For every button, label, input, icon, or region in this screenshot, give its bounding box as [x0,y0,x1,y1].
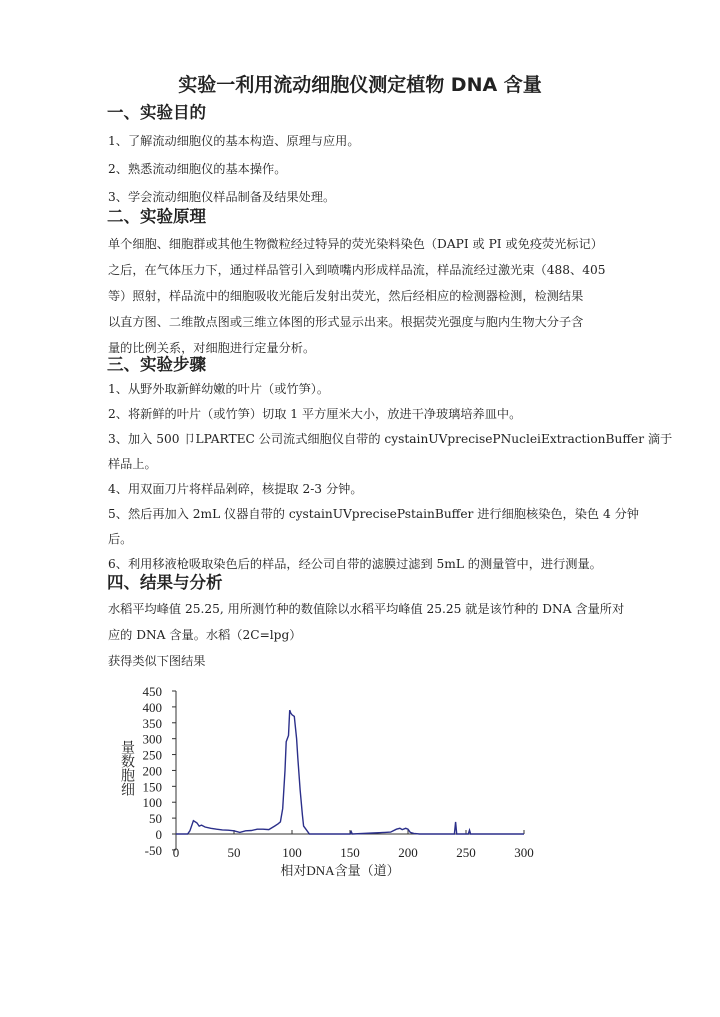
text-line: 获得类似下图结果 [108,654,206,668]
x-tick-label: 250 [456,845,476,860]
chart-axes [172,691,524,850]
y-tick-label: 250 [142,747,162,763]
y-tick-label: 300 [142,731,162,747]
text-line: 5、然后再加入 2mL 仪器自带的 cystainUVprecisePstainBuffer 进行细胞核染色，染色 4 分钟 [108,507,639,521]
text-line: 量的比例关系，对细胞进行定量分析。 [108,341,316,355]
text-line: 1、了解流动细胞仪的基本构造、原理与应用。 [108,134,360,148]
section-heading-principle: 二、实验原理 [107,207,206,226]
x-tick-label: 50 [227,845,241,860]
x-axis-label: 相对DNA含量（道） [280,863,400,878]
text-line: 后。 [108,532,133,546]
y-tick-label: 0 [155,827,162,842]
y-tick-label: 350 [142,715,162,731]
y-tick-label: 150 [142,779,162,795]
x-tick-label: 100 [282,845,302,860]
x-tick-label: 0 [172,845,180,860]
text-line: 之后，在气体压力下，通过样品管引入到喷嘴内形成样品流，样品流经过激光束（488、405 [108,263,606,277]
y-tick-label: 200 [142,763,162,779]
y-tick-label: -50 [144,842,162,858]
x-tick-label: 200 [398,845,418,860]
y-axis-label: 量数胞细 [119,740,135,796]
section-heading-steps: 三、实验步骤 [107,355,206,374]
y-tick-label: 50 [149,811,162,827]
text-line: 等）照射，样品流中的细胞吸收光能后发射出荧光，然后经相应的检测器检测，检测结果 [108,289,584,303]
y-tick-label: 100 [142,795,162,811]
x-tick-label: 150 [340,845,360,860]
section-heading-purpose: 一、实验目的 [107,103,206,122]
y-tick-label: 400 [142,699,162,715]
text-line: 应的 DNA 含量。水稻（2C=lpg） [108,628,302,642]
text-line: 以直方图、二维散点图或三维立体图的形式显示出来。根据荧光强度与胞内生物大分子含 [108,315,584,329]
histogram-line [176,710,524,834]
section-heading-results: 四、结果与分析 [107,573,223,592]
text-line: 4、用双面刀片将样品剁碎，核提取 2-3 分钟。 [108,482,363,496]
page-title: 实验一利用流动细胞仪测定植物 DNA 含量 [178,74,542,96]
text-line: 1、从野外取新鲜幼嫩的叶片（或竹笋）。 [108,382,330,396]
text-line: 3、学会流动细胞仪样品制备及结果处理。 [108,190,336,204]
x-tick-label: 300 [514,845,534,860]
text-line: 2、熟悉流动细胞仪的基本操作。 [108,162,287,176]
y-tick-label: 450 [142,684,162,699]
text-line: 3、加入 500 卩LPARTEC 公司流式细胞仪自带的 cystainUVprecisePNucleiExtractionBuffer 滴于 [108,432,673,446]
text-line: 水稻平均峰值 25.25, 用所测竹种的数值除以水稻平均峰值 25.25 就是该竹种的 DNA 含量所对 [108,602,625,616]
text-line: 样品上。 [108,457,157,471]
text-line: 6、利用移液枪吸取染色后的样品，经公司自带的滤膜过滤到 5mL 的测量管中，进行测量。 [108,557,602,571]
text-line: 单个细胞、细胞群或其他生物微粒经过特异的荧光染料染色（DAPI 或 PI 或免疫荧光标记） [108,237,603,251]
text-line: 2、将新鲜的叶片（或竹笋）切取 1 平方厘米大小，放进干净玻璃培养皿中。 [108,407,522,421]
